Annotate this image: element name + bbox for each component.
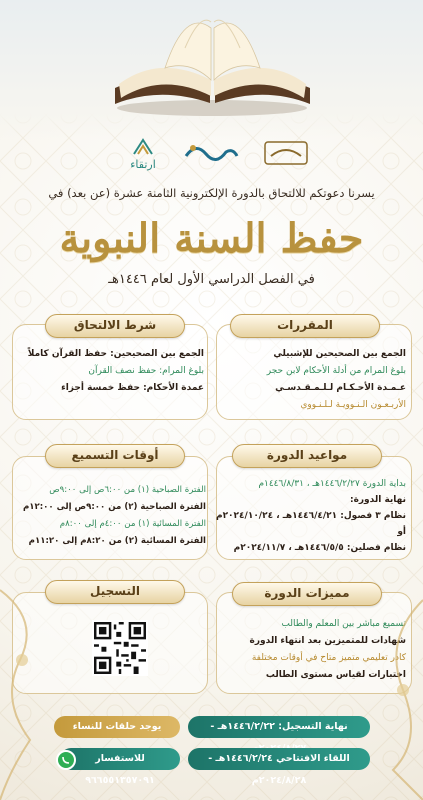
times-item: الفترة المسائية (٢) من ٨:٢٠م إلى ١١:٢٠م: [28, 536, 206, 546]
curricula-list: [218, 346, 406, 414]
dates-item: بداية الدورة ١٤٤٦/٢/٢٧هـ ، ١٤٤٦/٨/٣١م: [258, 479, 406, 489]
dates-item: نظام ٣ فصول: ١٤٤٦/٤/٢١هـ ، ٢٠٢٤/١٠/٢٤م: [215, 511, 406, 521]
course-title: حفظ السنة النبوية: [59, 215, 364, 262]
logo-center: [176, 138, 246, 178]
association-logo-icon: [261, 138, 311, 168]
times-item: الفترة الصباحية (١) من ٦:٠٠ص إلى ٩:٠٠ص: [49, 485, 206, 495]
registration-deadline-badge: نهاية التسجيل: ١٤٤٦/٢/٢٢هـ -: [188, 716, 370, 738]
dates-item: نظام فصلين: ١٤٤٦/٥/٥هـ ، ٢٠٢٤/١١/٧م: [233, 543, 406, 553]
semester-subtitle: في الفصل الدراسي الأول لعام ١٤٤٦هـ: [108, 272, 315, 287]
irtiqaa-logo-icon: [132, 138, 154, 156]
requirements-item: بلوغ المرام: حفظ نصف القرآن: [88, 366, 204, 376]
features-item: تسميع مباشر بين المعلم والطالب: [281, 619, 406, 629]
times-heading: أوقات التسميع: [45, 444, 185, 468]
contact-button[interactable]: للاستفسار ٩٦٦٥٥١٣٥٧٠٩١: [60, 748, 180, 770]
curricula-item: عـمـدة الأحـكـام لـلـمـقـدسـي: [275, 383, 406, 393]
times-item: الفترة المسائية (١) من ٤:٠٠م إلى ٨:٠٠م: [59, 519, 206, 529]
features-item: اختبارات لقياس مستوى الطالب: [265, 670, 406, 680]
logo-irtiqaa-label: ارتقاء: [130, 158, 156, 171]
dates-item: نهاية الدورة:: [349, 495, 406, 505]
times-item: الفترة الصباحية (٢) من ٩:٠٠ص إلى ١٢:٠٠م: [22, 502, 206, 512]
opening-meeting-badge: اللقاء الافتتاحي ١٤٤٦/٢/٢٤هـ - ٢٠٢٤/٨/٢٨م: [188, 748, 370, 770]
curricula-item: بلوغ المرام من أدلة الأحكام لابن حجر: [266, 366, 406, 376]
invitation-text: يسرنا دعوتكم للالتحاق بالدورة الإلكترونية الثامنة عشرة (عن بعد) في: [48, 186, 375, 200]
times-list: [16, 482, 206, 550]
requirements-item: الجمع بين الصحيحين: حفظ القرآن كاملاً: [27, 349, 204, 359]
logo-right: [256, 138, 316, 178]
whatsapp-icon[interactable]: [56, 750, 76, 770]
features-item: كادر تعليمي متميز متاح في أوقات مختلفة: [251, 653, 406, 663]
curricula-item: الجمع بين الصحيحين للإشبيلي: [273, 349, 406, 359]
dates-heading: مواعيد الدورة: [232, 444, 382, 468]
requirements-heading: شرط الالتحاق: [45, 314, 185, 338]
women-circles-badge: يوجد حلقات للنساء: [54, 716, 180, 738]
curricula-heading: المقررات: [230, 314, 380, 338]
logo-irtiqaa: [118, 138, 168, 178]
dates-item: أو: [397, 527, 406, 537]
registration-heading: التسجيل: [45, 580, 185, 604]
logos-row: [0, 138, 423, 178]
requirements-list: [16, 346, 204, 397]
right-ornament-icon: [363, 600, 423, 800]
registration-qr-code[interactable]: [92, 620, 148, 676]
features-item: شهادات للمتميزين بعد انتهاء الدورة: [249, 636, 406, 646]
dates-list: [215, 476, 406, 556]
features-heading: مميزات الدورة: [232, 582, 382, 606]
left-ornament-icon: [0, 580, 60, 800]
requirements-item: عمدة الأحكام: حفظ خمسة أجزاء: [61, 383, 204, 393]
curricula-item: الأربـعـون الـنـوويـة لـلـنـووي: [300, 400, 406, 410]
open-book-icon: [105, 8, 320, 118]
calligraphy-logo-icon: [181, 138, 241, 166]
